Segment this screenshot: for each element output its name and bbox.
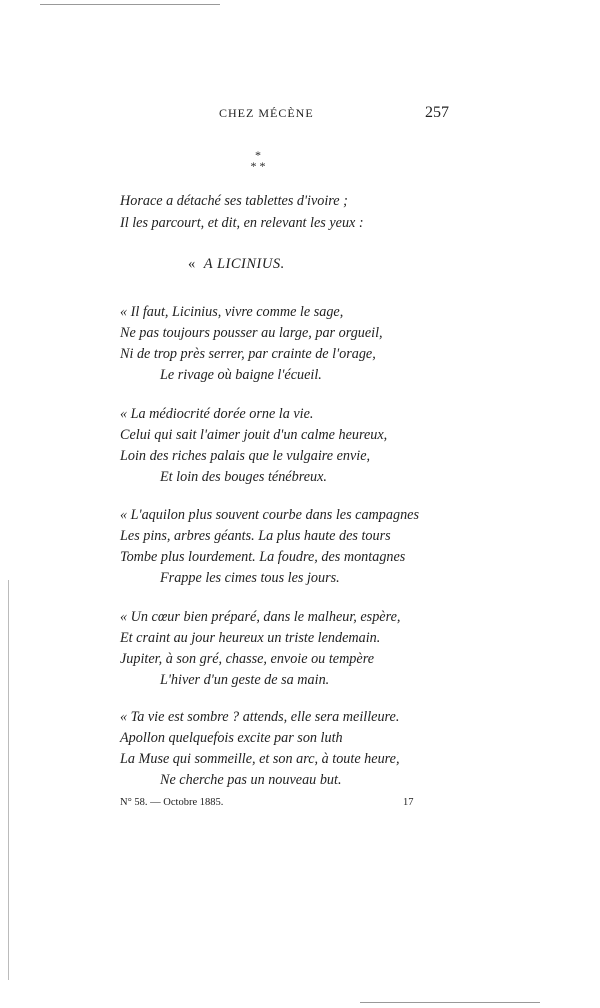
verse-line: Frappe les cimes tous les jours.	[160, 570, 340, 586]
verse-line: Ne pas toujours pousser au large, par orgueil,	[120, 325, 383, 341]
verse-line: « L'aquilon plus souvent courbe dans les campagnes	[120, 507, 419, 523]
signature-mark: 17	[403, 797, 414, 808]
intro-line: Horace a détaché ses tablettes d'ivoire ;	[120, 193, 348, 209]
verse-line: Loin des riches palais que le vulgaire envie,	[120, 448, 371, 464]
verse-line: « Ta vie est sombre ? attends, elle sera meilleure.	[120, 709, 400, 725]
running-title: CHEZ MÉCÈNE	[219, 106, 314, 120]
verse-line: Celui qui sait l'aimer jouit d'un calme heureux,	[120, 427, 388, 443]
scan-edge-bottom	[360, 1002, 540, 1003]
asterism-bottom: * *	[250, 159, 266, 173]
verse-line: L'hiver d'un geste de sa main.	[160, 672, 330, 688]
asterism	[238, 150, 278, 172]
page-footer	[0, 797, 600, 815]
verse-line: Les pins, arbres géants. La plus haute des tours	[120, 528, 391, 544]
poem-title-quote: «	[188, 256, 196, 272]
verse-line: Ne cherche pas un nouveau but.	[160, 772, 342, 788]
poem-title-text: A LICINIUS.	[203, 256, 285, 272]
verse-line: Tombe plus lourdement. La foudre, des montagnes	[120, 549, 406, 565]
verse-line: « Il faut, Licinius, vivre comme le sage,	[120, 304, 344, 320]
running-head	[0, 106, 600, 126]
poem-title	[188, 256, 285, 273]
scan-edge-left	[8, 580, 9, 980]
verse-line: Jupiter, à son gré, chasse, envoie ou tempère	[120, 651, 374, 667]
verse-line: Et loin des bouges ténébreux.	[160, 469, 327, 485]
page-number: 257	[425, 104, 449, 121]
verse-line: La Muse qui sommeille, et son arc, à toute heure,	[120, 751, 400, 767]
asterism-top: *	[255, 148, 261, 162]
intro-line: Il les parcourt, et dit, en relevant les yeux :	[120, 215, 364, 231]
verse-line: « Un cœur bien préparé, dans le malheur, espère,	[120, 609, 401, 625]
scan-edge-top	[40, 4, 220, 5]
issue-note: N° 58. — Octobre 1885.	[120, 797, 224, 808]
verse-line: Ni de trop près serrer, par crainte de l'orage,	[120, 346, 376, 362]
verse-line: Apollon quelquefois excite par son luth	[120, 730, 343, 746]
verse-line: Le rivage où baigne l'écueil.	[160, 367, 322, 383]
verse-line: « La médiocrité dorée orne la vie.	[120, 406, 314, 422]
verse-line: Et craint au jour heureux un triste lendemain.	[120, 630, 381, 646]
